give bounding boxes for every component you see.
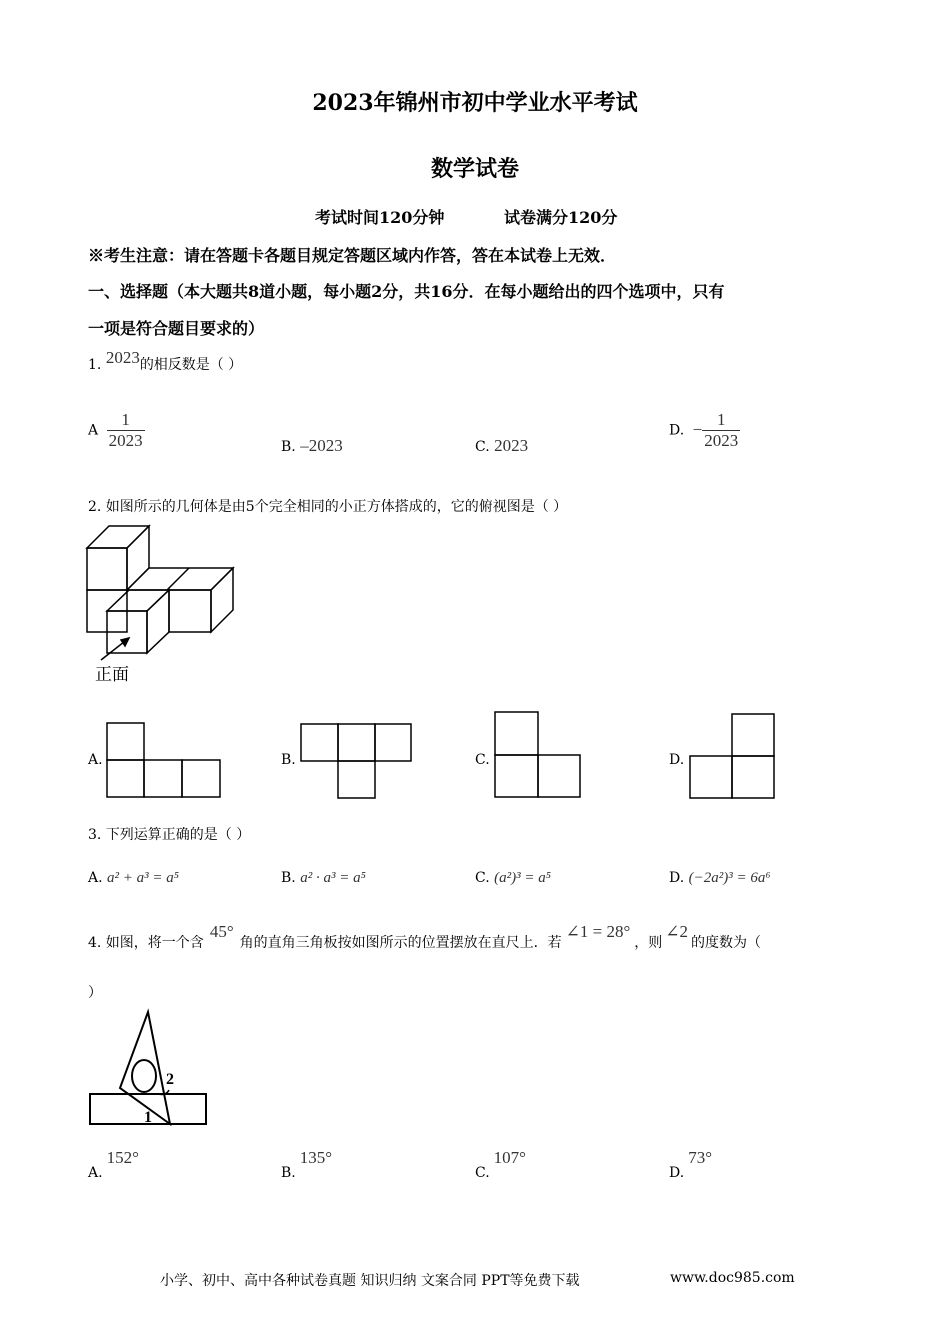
q1-option-a-fraction: $\frac{1}{2023}$ (108, 410, 143, 450)
q3-option-a: A. a² + a³ = a⁵ (88, 870, 179, 886)
q4-angle-45: 45° (209, 922, 234, 941)
q3-option-b: B. a² · a³ = a⁵ (281, 870, 366, 886)
q3-option-d: D. (−2a²)³ = 6a⁶ (669, 870, 771, 886)
q1-number: 1. (88, 357, 102, 373)
footer-text: 小学、初中、高中各种试卷真题 知识归纳 文案合同 PPT等免费下载 (160, 1273, 580, 1289)
q1-option-d: D. − $\frac{1}{2023}$ (669, 410, 739, 450)
q4-figure (88, 1010, 210, 1130)
q1-option-a: A $\frac{1}{2023}$ (88, 410, 143, 450)
q2-option-b-label: B. (281, 752, 296, 768)
q1-text: 的相反数是（ ） (139, 357, 243, 373)
q4-label-2: 2 (166, 1071, 174, 1088)
q1-option-d-fraction: $\frac{1}{2023}$ (704, 410, 739, 450)
q2-front-label: 正面 (95, 665, 129, 685)
exam-time: 考试时间120分钟 (315, 208, 445, 227)
q1-option-c: C. 2023 (475, 436, 529, 455)
question-4-line1: 4. 如图，将一个含45°角的直角三角板按如图所示的位置摆放在直尺上．若∠1 = 28°，则∠2的度数为（ (88, 922, 762, 951)
q4-option-a: A.152° (88, 1148, 139, 1181)
q2-option-c-label: C. (475, 752, 490, 768)
q4-angle-2: ∠2 (665, 922, 689, 941)
question-2: 2. 如图所示的几何体是由5个完全相同的小正方体搭成的，它的俯视图是（ ） (88, 499, 568, 515)
exam-title: 2023年锦州市初中学业水平考试 (312, 90, 638, 116)
section-heading-line1: 一、选择题（本大题共8道小题，每小题2分，共16分．在每小题给出的四个选项中，只有 (88, 282, 725, 301)
q2-option-a-label: A. (88, 752, 103, 768)
q3-option-c: C. (a²)³ = a⁵ (475, 870, 551, 886)
q2-option-b-figure (300, 723, 413, 800)
section-heading-line2: 一项是符合题目要求的） (88, 319, 265, 338)
notice: ※考生注意：请在答题卡各题目规定答题区域内作答，答在本试卷上无效． (88, 246, 617, 265)
q4-angle-condition: ∠1 = 28° (565, 922, 631, 941)
q1-math: 2023 (105, 348, 140, 367)
q2-option-a-figure (106, 722, 222, 800)
question-4-line2: ） (88, 985, 102, 1001)
q2-option-d-label: D. (669, 752, 685, 768)
exam-subtitle: 数学试卷 (430, 156, 519, 182)
q4-option-d: D.73° (669, 1148, 712, 1181)
q2-option-c-figure (494, 711, 582, 799)
q1-option-b: B. –2023 (281, 436, 343, 455)
question-3: 3. 下列运算正确的是（ ） (88, 827, 251, 843)
full-score: 试卷满分120分 (504, 208, 618, 227)
footer-url[interactable]: www.doc985.com (670, 1270, 795, 1286)
q4-option-c: C.107° (475, 1148, 526, 1181)
q2-option-d-figure (689, 713, 777, 801)
question-1 (88, 348, 243, 374)
q4-option-b: B.135° (281, 1148, 333, 1181)
q4-label-1: 1 (144, 1109, 152, 1126)
